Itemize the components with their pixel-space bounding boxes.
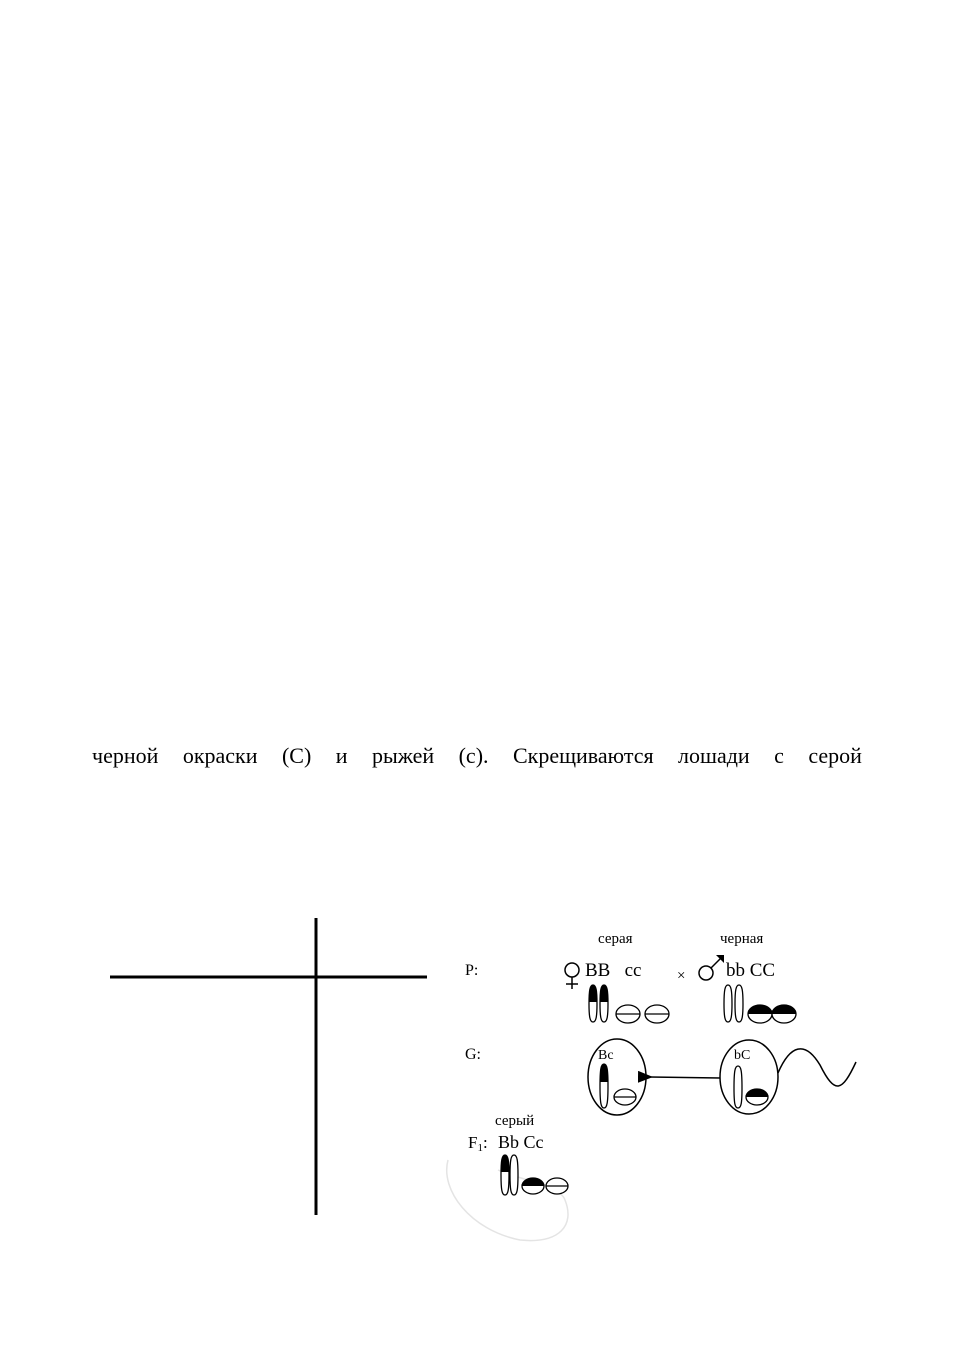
word: с: [774, 743, 784, 768]
word: и: [335, 743, 348, 768]
f1-label: F1:: [468, 1133, 488, 1154]
word: Скрещиваются: [512, 743, 654, 768]
cross-sign: ×: [677, 968, 686, 984]
f1-phenotype: серый: [495, 1113, 535, 1129]
word: лошади: [678, 743, 750, 768]
word: черной: [92, 743, 159, 768]
fertilization-arrow: [650, 1077, 720, 1078]
p-label: P:: [465, 962, 479, 979]
male-gamete: [720, 1040, 856, 1114]
word: серой: [808, 743, 862, 768]
sperm-tail: [778, 1049, 856, 1086]
female-gamete-label: Bc: [598, 1048, 614, 1063]
male-symbol-icon: [699, 955, 724, 980]
word: рыжей: [371, 743, 435, 768]
female-phenotype: серая: [598, 931, 633, 947]
word: окраски: [182, 743, 258, 768]
male-gamete-label: bC: [734, 1048, 751, 1063]
g-label: G:: [465, 1046, 481, 1063]
male-genotype: bb CC: [726, 960, 776, 981]
male-phenotype: черная: [720, 931, 764, 947]
female-chromosomes: [589, 985, 669, 1023]
f1-chromosomes: [501, 1155, 568, 1195]
f1-genotype: Bb Cc: [498, 1132, 544, 1152]
word: (С): [281, 743, 312, 768]
male-chromosomes: [724, 985, 796, 1023]
word: (с).: [458, 743, 489, 768]
female-genotype: BB cc: [585, 960, 642, 981]
female-symbol-icon: [565, 963, 579, 989]
female-gamete: [588, 1039, 646, 1115]
